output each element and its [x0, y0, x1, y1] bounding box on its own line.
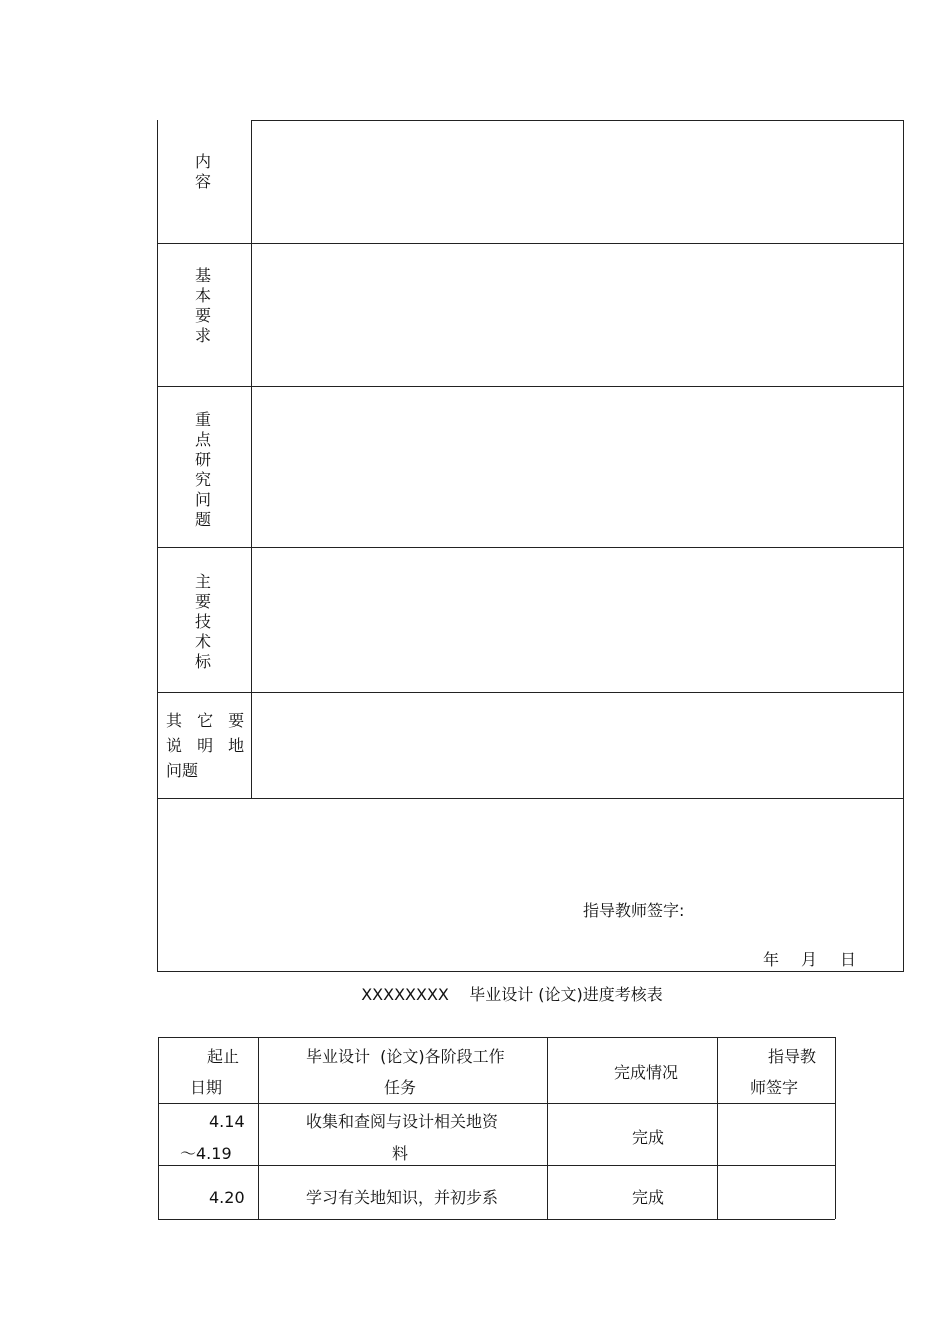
advisor-signature-label: 指导教师签字: — [583, 901, 685, 920]
row2-task: 学习有关地知识，并初步系 — [306, 1188, 499, 1207]
form-row-separator — [157, 798, 904, 799]
form-row-separator — [157, 547, 904, 548]
row1-signature-cell[interactable] — [719, 1105, 834, 1164]
content-field[interactable] — [253, 122, 902, 242]
label-char: 重 — [194, 410, 211, 429]
label-basic-requirements — [188, 266, 218, 346]
label-other-line3: 问题 — [166, 761, 199, 780]
label-char: 基 — [194, 266, 211, 285]
key-research-issues-field[interactable] — [253, 388, 902, 546]
header-task-line1: 毕业设计 (论文)各阶段工作 — [306, 1047, 505, 1066]
label-char: 点 — [194, 430, 211, 449]
label-key-research-issues — [188, 410, 218, 530]
row2-status: 完成 — [632, 1188, 665, 1207]
label-char: 求 — [194, 326, 211, 345]
form-label-divider — [251, 120, 252, 798]
label-other-line1: 其 它 要 — [166, 711, 245, 730]
label-char: 容 — [194, 172, 211, 191]
label-char: 要 — [194, 306, 211, 325]
form-top-border — [251, 120, 904, 121]
progress-table-title: XXXXXXXX 毕业设计 (论文)进度考核表 — [361, 985, 663, 1004]
other-issues-field[interactable] — [253, 694, 902, 797]
label-char: 主 — [194, 572, 211, 591]
header-status: 完成情况 — [614, 1063, 679, 1082]
row1-period-line1: 4.14 — [209, 1112, 245, 1131]
label-main-technical-indicators — [188, 572, 218, 672]
form-bottom-border — [157, 971, 904, 972]
label-char: 题 — [194, 510, 211, 529]
table-col-border — [158, 1037, 159, 1219]
label-char: 技 — [194, 612, 211, 631]
header-task-line2: 任务 — [384, 1078, 417, 1097]
row2-signature-cell[interactable] — [719, 1167, 834, 1218]
form-row-separator — [157, 243, 904, 244]
label-char: 研 — [194, 450, 211, 469]
label-char: 要 — [194, 592, 211, 611]
table-col-border — [717, 1037, 718, 1219]
header-signature-line2: 师签字 — [750, 1078, 799, 1097]
row2-period: 4.20 — [209, 1188, 245, 1207]
label-char: 本 — [194, 286, 211, 305]
label-other-line2: 说 明 地 — [166, 736, 245, 755]
form-left-border — [157, 120, 158, 971]
row1-task-line1: 收集和查阅与设计相关地资 — [306, 1112, 499, 1131]
table-row-separator — [158, 1165, 835, 1166]
label-char: 标 — [194, 652, 211, 671]
form-right-border — [903, 120, 904, 971]
header-period-line1: 起止 — [207, 1047, 240, 1066]
header-period-line2: 日期 — [190, 1078, 223, 1097]
date-month: 月 — [801, 950, 818, 969]
row1-status: 完成 — [632, 1128, 665, 1147]
table-col-border — [258, 1037, 259, 1219]
table-col-border — [547, 1037, 548, 1219]
label-char: 究 — [194, 470, 211, 489]
technical-indicators-field[interactable] — [253, 549, 902, 691]
basic-requirements-field[interactable] — [253, 245, 902, 385]
table-top-border — [158, 1037, 835, 1038]
label-char: 术 — [194, 632, 211, 651]
label-char: 问 — [194, 490, 211, 509]
form-row-separator — [157, 386, 904, 387]
date-day: 日 — [840, 950, 857, 969]
table-row-separator — [158, 1103, 835, 1104]
form-row-separator — [157, 692, 904, 693]
table-col-border — [835, 1037, 836, 1219]
header-signature-line1: 指导教 — [768, 1047, 817, 1066]
table-bottom-border — [158, 1219, 835, 1220]
row1-task-line2: 料 — [392, 1144, 409, 1163]
row1-period-line2: ～4.19 — [180, 1144, 232, 1163]
label-char: 内 — [194, 152, 211, 171]
date-year: 年 — [763, 950, 780, 969]
label-content — [188, 152, 218, 192]
